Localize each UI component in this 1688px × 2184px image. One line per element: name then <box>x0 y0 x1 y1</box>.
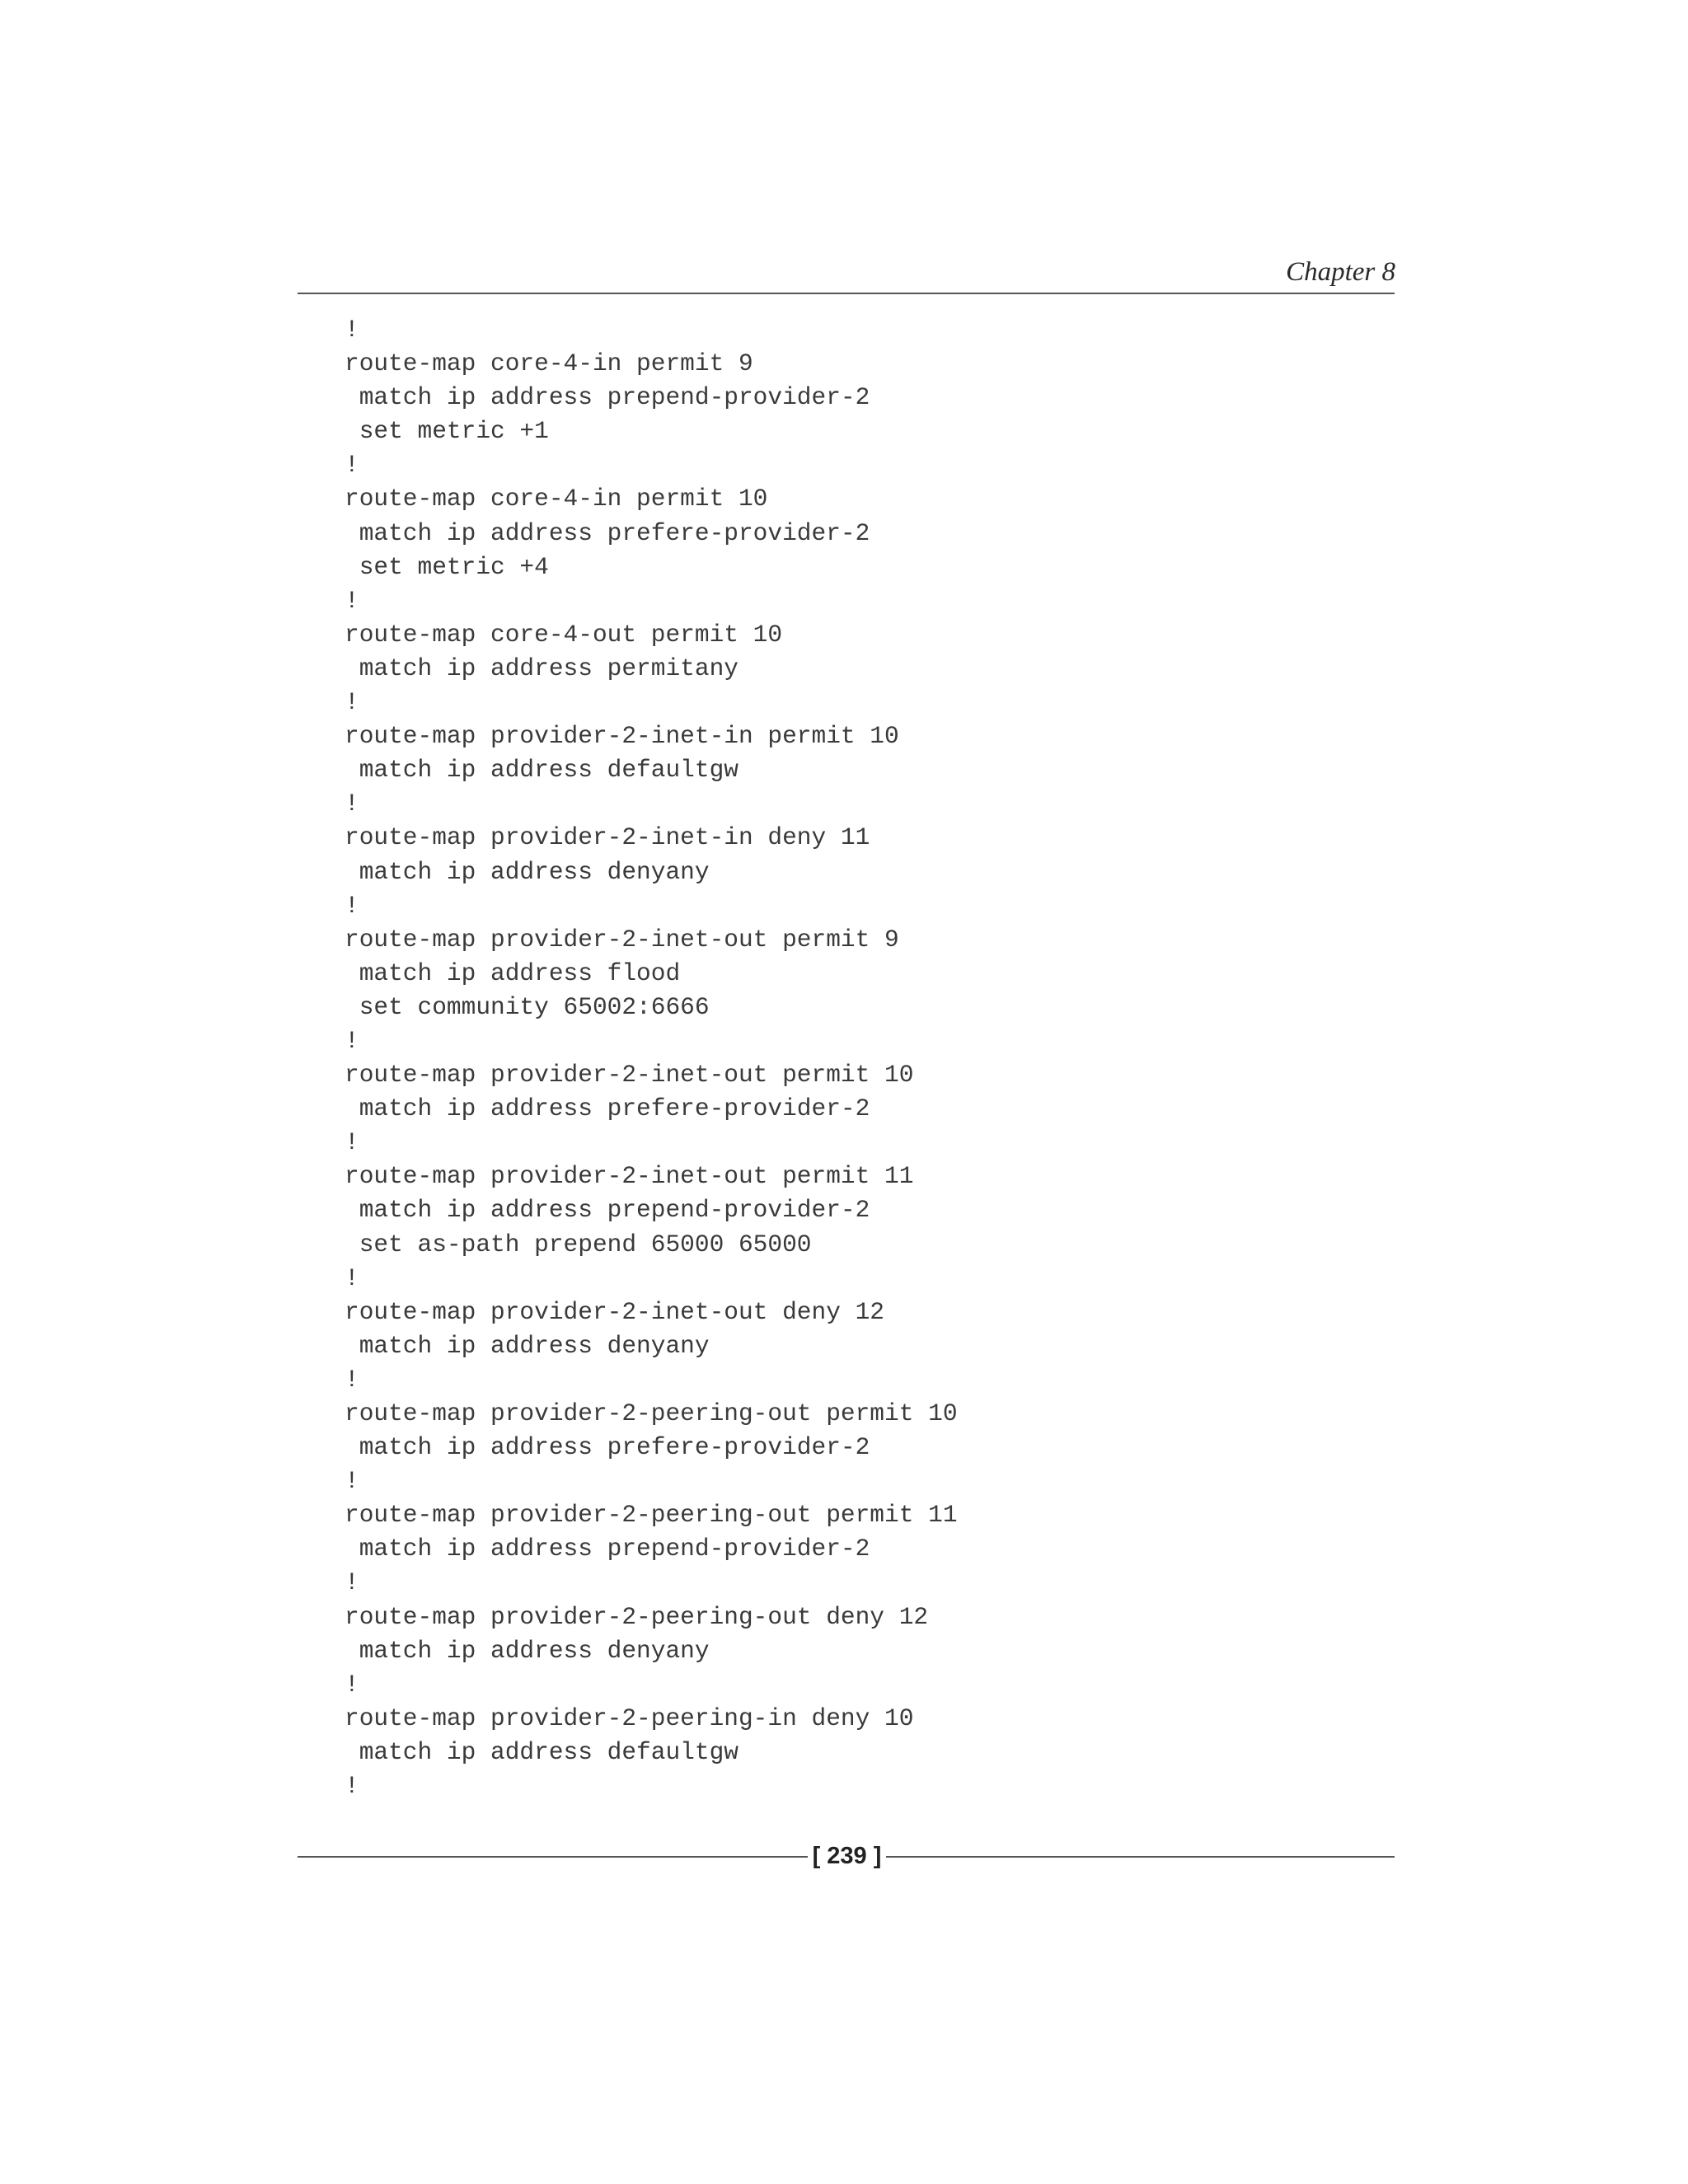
code-line: route-map provider-2-peering-out permit 11 <box>345 1501 958 1530</box>
code-line: ! <box>345 1772 359 1801</box>
code-line: match ip address defaultgw <box>345 1737 738 1766</box>
code-line: route-map provider-2-peering-in deny 10 <box>345 1704 914 1732</box>
code-line: ! <box>345 1026 359 1055</box>
code-line: match ip address denyany <box>345 1331 710 1360</box>
code-line: ! <box>345 1670 359 1699</box>
code-line: route-map provider-2-inet-in permit 10 <box>345 722 899 751</box>
chapter-header: Chapter 8 <box>1286 257 1395 287</box>
code-line: route-map provider-2-peering-out deny 12 <box>345 1602 929 1631</box>
code-line: set metric +1 <box>345 417 549 446</box>
code-line: ! <box>345 1365 359 1394</box>
code-line: match ip address prefere-provider-2 <box>345 1094 870 1123</box>
code-line: match ip address prepend-provider-2 <box>345 1196 870 1225</box>
code-line: route-map core-4-in permit 9 <box>345 349 753 378</box>
code-line: ! <box>345 1263 359 1292</box>
code-line: match ip address prepend-provider-2 <box>345 383 870 412</box>
code-line: match ip address prepend-provider-2 <box>345 1535 870 1563</box>
code-line: match ip address denyany <box>345 1636 710 1665</box>
code-line: route-map core-4-in permit 10 <box>345 485 768 513</box>
code-line: route-map provider-2-inet-out permit 9 <box>345 925 899 954</box>
code-listing <box>345 313 958 1803</box>
code-line: ! <box>345 451 359 480</box>
code-line: match ip address defaultgw <box>345 756 738 785</box>
code-line: ! <box>345 1128 359 1157</box>
code-line: ! <box>345 586 359 615</box>
code-line: set as-path prepend 65000 65000 <box>345 1230 812 1258</box>
page-number: [ 239 ] <box>812 1843 882 1869</box>
code-line: set metric +4 <box>345 552 549 581</box>
code-line: route-map provider-2-inet-in deny 11 <box>345 823 870 852</box>
header-rule <box>298 293 1395 294</box>
code-line: match ip address denyany <box>345 857 710 886</box>
footer-rule-left <box>298 1856 808 1858</box>
code-line: match ip address flood <box>345 958 681 987</box>
code-line: match ip address permitany <box>345 654 738 682</box>
code-line: ! <box>345 891 359 920</box>
code-line: set community 65002:6666 <box>345 992 710 1021</box>
code-line: match ip address prefere-provider-2 <box>345 518 870 547</box>
code-line: route-map provider-2-inet-out permit 11 <box>345 1162 914 1191</box>
code-line: ! <box>345 1467 359 1496</box>
code-line: ! <box>345 316 359 344</box>
code-line: match ip address prefere-provider-2 <box>345 1433 870 1462</box>
code-line: route-map provider-2-inet-out deny 12 <box>345 1297 885 1326</box>
footer-rule-right <box>886 1856 1395 1858</box>
code-line: ! <box>345 790 359 818</box>
code-line: ! <box>345 688 359 717</box>
code-line: route-map provider-2-peering-out permit 10 <box>345 1399 958 1427</box>
code-line: route-map provider-2-inet-out permit 10 <box>345 1061 914 1090</box>
code-line: ! <box>345 1568 359 1597</box>
code-line: route-map core-4-out permit 10 <box>345 620 783 649</box>
